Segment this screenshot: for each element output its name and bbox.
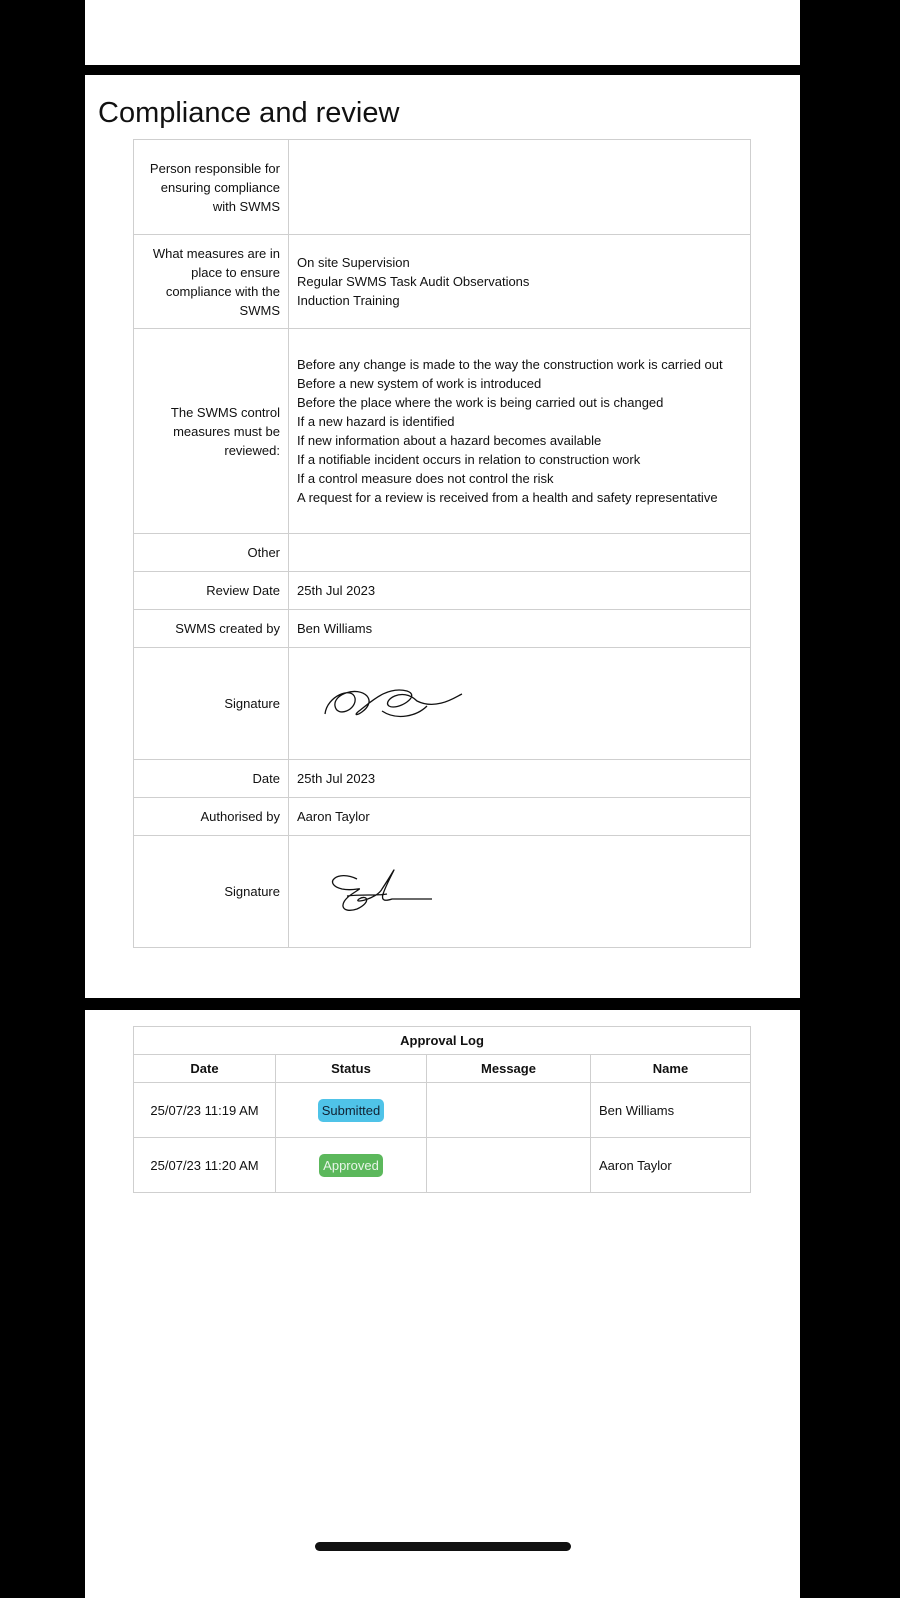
- list-item: If a new hazard is identified: [297, 414, 455, 429]
- log-message: [427, 1138, 591, 1193]
- compliance-table: [133, 139, 751, 948]
- row-label: The SWMS control measures must be reviewed:: [134, 329, 289, 534]
- log-message: [427, 1083, 591, 1138]
- list-item: If new information about a hazard becomes available: [297, 433, 602, 448]
- list-item: Before a new system of work is introduced: [297, 376, 542, 391]
- measures-value: [289, 235, 751, 329]
- row-label: Review Date: [134, 572, 289, 610]
- authorised-by: Aaron Taylor: [289, 798, 751, 836]
- home-indicator[interactable]: [315, 1542, 571, 1551]
- signature-image: [297, 666, 477, 736]
- approval-page: [85, 1010, 800, 1598]
- list-item: A request for a review is received from a health and safety representative: [297, 490, 718, 505]
- list-item: Before any change is made to the way the construction work is carried out: [297, 357, 723, 372]
- row-label: SWMS created by: [134, 610, 289, 648]
- row-label: Authorised by: [134, 798, 289, 836]
- table-row: [134, 140, 751, 235]
- column-header: Name: [591, 1055, 751, 1083]
- row-label: Signature: [134, 836, 289, 948]
- signature-image: [297, 854, 477, 924]
- table-row: [134, 235, 751, 329]
- previous-page: [85, 0, 800, 65]
- column-header: Message: [427, 1055, 591, 1083]
- log-name: Ben Williams: [591, 1083, 751, 1138]
- column-header: Date: [134, 1055, 276, 1083]
- list-item: If a notifiable incident occurs in relation to construction work: [297, 452, 641, 467]
- list-item: Induction Training: [297, 293, 400, 308]
- table-row: [134, 610, 751, 648]
- log-date: 25/07/23 11:19 AM: [134, 1083, 276, 1138]
- approval-log-table: [133, 1026, 751, 1193]
- table-row: [134, 1138, 751, 1193]
- list-item: If a control measure does not control the risk: [297, 471, 554, 486]
- row-label: Date: [134, 760, 289, 798]
- other-value: [289, 534, 751, 572]
- responsible-value: [289, 140, 751, 235]
- list-item: Regular SWMS Task Audit Observations: [297, 274, 530, 289]
- signature-creator: [289, 648, 751, 760]
- log-date: 25/07/23 11:20 AM: [134, 1138, 276, 1193]
- signature-authoriser: [289, 836, 751, 948]
- row-label: What measures are in place to ensure compliance with the SWMS: [134, 235, 289, 329]
- section-title: Compliance and review: [98, 97, 400, 129]
- row-label: Person responsible for ensuring compliance with SWMS: [134, 140, 289, 235]
- review-triggers: [289, 329, 751, 534]
- table-row: [134, 798, 751, 836]
- status-badge: Submitted: [318, 1099, 385, 1122]
- column-header: Status: [276, 1055, 427, 1083]
- table-row: [134, 836, 751, 948]
- date-value: 25th Jul 2023: [289, 760, 751, 798]
- table-row: [134, 572, 751, 610]
- list-item: On site Supervision: [297, 255, 410, 270]
- review-date: 25th Jul 2023: [289, 572, 751, 610]
- table-row: [134, 329, 751, 534]
- compliance-page: [85, 75, 800, 998]
- log-name: Aaron Taylor: [591, 1138, 751, 1193]
- table-row: [134, 760, 751, 798]
- status-badge: Approved: [319, 1154, 383, 1177]
- approval-log-title: Approval Log: [134, 1027, 751, 1055]
- table-row: [134, 534, 751, 572]
- row-label: Other: [134, 534, 289, 572]
- list-item: Before the place where the work is being carried out is changed: [297, 395, 664, 410]
- row-label: Signature: [134, 648, 289, 760]
- table-row: [134, 1083, 751, 1138]
- created-by: Ben Williams: [289, 610, 751, 648]
- table-row: [134, 648, 751, 760]
